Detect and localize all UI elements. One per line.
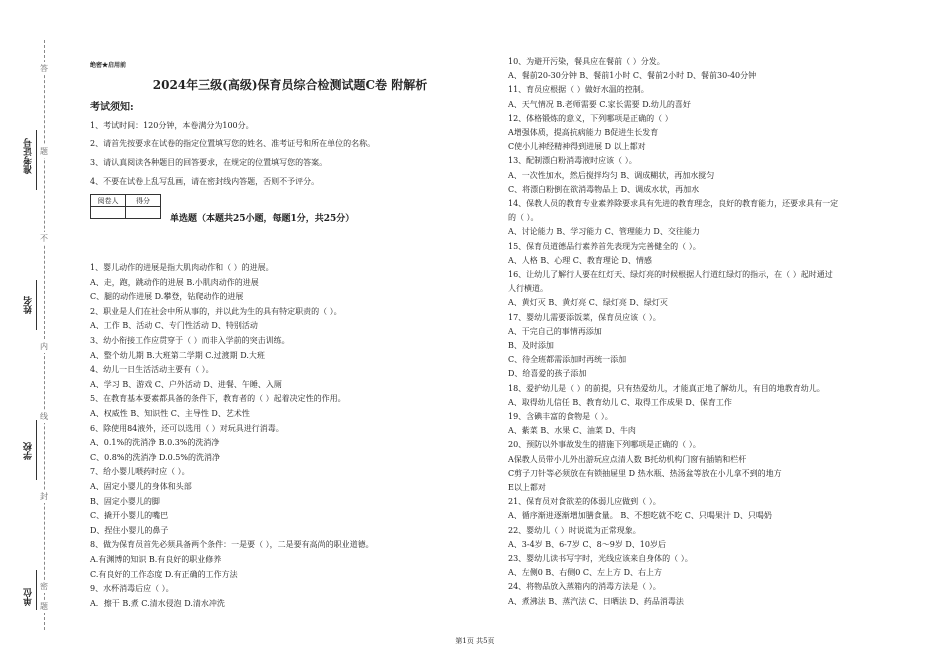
- question-line: A保教人员带小儿外出游玩应点清人数 B托幼机构门窗有插销和栏杆: [508, 454, 747, 464]
- question-line: A、工作 B、活动 C、专门性活动 D、特别活动: [90, 321, 258, 331]
- score-cell: 得分: [126, 195, 161, 207]
- question-line: 1、婴儿动作的进展是指大肌肉动作和（ ）的进展。: [90, 263, 274, 272]
- question-line: C、将漂白粉倒在欲消毒物品上 D、调成水状，再加水: [508, 184, 700, 194]
- question-line: A、整个幼儿期 B.大班第二学期 C.过渡期 D.大班: [90, 350, 265, 360]
- seal-dashed-line: [44, 40, 45, 630]
- question-line: 11、育员应根据（ ）做好水温的控制。: [508, 85, 649, 95]
- question-line: C、0.8%的洗消净 D.0.5%的洗消净: [90, 452, 220, 462]
- binding-margin: [0, 0, 58, 671]
- question-line: A增强体质，提高抗病能力 B促进生长发育: [508, 128, 659, 137]
- question-line: 2、职业是人们在社会中所从事的，并以此为生的具有特定职责的（ ）。: [90, 306, 342, 316]
- grader-cell: 阅卷人: [91, 195, 126, 207]
- question-line: 12、体格锻炼的意义，下列哪项是正确的（ ）: [508, 113, 673, 123]
- question-line: 7、给小婴儿喂药时应（ ）。: [90, 467, 190, 477]
- question-line: 人行横道。: [508, 284, 548, 294]
- question-line: 22、婴幼儿（ ）时说谎为正常现象。: [508, 525, 641, 535]
- seal-char: 封: [40, 492, 48, 501]
- question-line: A、黄灯灭 B、黄灯亮 C、绿灯亮 D、绿灯灭: [508, 298, 668, 308]
- notice-item: 1、考试时间：120分钟，本卷满分为100分。: [90, 121, 254, 130]
- question-line: A、讨论能力 B、学习能力 C、管理能力 D、交往能力: [508, 227, 700, 237]
- question-line: A、取得幼儿信任 B、教育幼儿 C、取得工作成果 D、保育工作: [508, 397, 732, 407]
- school-label: 学校: [24, 442, 34, 460]
- question-line: 13、配制漂白粉消毒液时应该（ ）。: [508, 156, 637, 166]
- question-line: 24、将物品放入蒸箱内的消毒方法是（ ）。: [508, 582, 661, 592]
- question-line: A、循序渐进逐渐增加膳食量。 B、不想吃就不吃 C、只喝果汁 D、只喝奶: [508, 511, 772, 521]
- question-line: A、干完自己的事情再添加: [508, 326, 602, 336]
- score-box: [90, 194, 161, 219]
- seal-char: 题: [40, 147, 48, 156]
- question-line: 19、含碘丰富的食物是（ ）。: [508, 412, 613, 421]
- question-line: C、待全班都需添加时再统一添加: [508, 355, 627, 365]
- name-line: [36, 280, 38, 330]
- question-line: A、3-4岁 B、6-7岁 C、8～9岁 D、10岁后: [508, 539, 666, 549]
- question-line: A、0.1%的洗消净 B.0.3%的洗消净: [90, 438, 220, 448]
- question-line: A、一次性加水，然后搅拌均匀 B、调成糊状，再加水搅匀: [508, 170, 715, 180]
- seal-char: 不: [40, 234, 48, 243]
- exam-id-line: [36, 130, 38, 190]
- seal-char: 密: [40, 582, 48, 591]
- question-line: 15、保育员道德品行素养首先表现为完善健全的（ ）。: [508, 241, 701, 251]
- question-line: A、权威性 B、知识性 C、主导性 D、艺术性: [90, 409, 250, 418]
- question-line: B、及时添加: [508, 341, 554, 350]
- section-heading: 单选题（本题共25小题，每题1分，共25分）: [170, 214, 355, 224]
- question-line: 20、预防以外事故发生的措施下列哪项是正确的（ ）。: [508, 440, 701, 450]
- secret-mark: 绝密★启用前: [90, 62, 127, 69]
- question-line: 14、保教人员的教育专业素养除要求具有先进的教育理念，良好的教育能力，还要求具有一定: [508, 199, 839, 208]
- question-line: 5、在教育基本要素都具备的条件下，教育者的（ ）起着决定性的作用。: [90, 394, 346, 404]
- question-line: 8、做为保育员首先必须具备两个条件：一是要（ ），二是要有高尚的职业道德。: [90, 540, 374, 550]
- question-line: 6、除使用84液外，还可以选用（ ）对玩具进行消毒。: [90, 423, 284, 433]
- seal-char: 题: [40, 602, 48, 611]
- question-line: C、撬开小婴儿的嘴巴: [90, 511, 169, 521]
- question-line: A、餐前20-30分钟 B、餐前1小时 C、餐前2小时 D、餐前30-40分钟: [508, 71, 757, 81]
- question-line: C使小儿神经精神得到进展 D 以上都对: [508, 142, 646, 152]
- notice-item: 4、不要在试卷上乱写乱画，请在密封线内答题，否则不予评分。: [90, 177, 320, 186]
- question-line: 16、让幼儿了解行人要在红灯天、绿灯亮的时候根据人行道红绿灯的指示，在（ ）起时通过: [508, 270, 833, 279]
- question-line: A.有渊博的知识 B.有良好的职业修养: [90, 555, 222, 564]
- question-line: 9、水杯消毒后应（ ）。: [90, 584, 174, 594]
- question-line: 的（ ）。: [508, 213, 539, 223]
- question-line: E以上都对: [508, 483, 546, 492]
- score-blank[interactable]: [126, 207, 161, 219]
- page-title: 2024年三级(高级)保育员综合检测试题C卷 附解析: [152, 78, 428, 92]
- question-line: 3、幼小衔接工作应贯穿于（ ）而非入学前的突击训练。: [90, 336, 290, 345]
- question-line: 18、爱护幼儿是（ ）的前提，只有热爱幼儿，才能真正地了解幼儿，有目的地教育幼儿。: [508, 383, 825, 393]
- question-line: 21、保育员对食欲差的体弱儿应做到（ ）。: [508, 497, 661, 507]
- question-line: A、学习 B、游戏 C、户外活动 D、进餐、午睡、入厕: [90, 379, 282, 389]
- question-line: A、紫菜 B、水果 C、油菜 D、牛肉: [508, 426, 636, 436]
- question-line: B、固定小婴儿的脚: [90, 496, 160, 506]
- exam-id-label: 准考证号: [24, 138, 34, 174]
- question-line: A、左侧0 B、右侧0 C、左上方 D、右上方: [508, 568, 662, 578]
- question-line: 23、婴幼儿读书写字时，光线应该来自身体的（ ）。: [508, 554, 693, 563]
- unit-line: [36, 570, 38, 610]
- notice-item: 2、请首先按要求在试卷的指定位置填写您的姓名、准考证号和所在单位的名称。: [90, 139, 376, 148]
- question-line: C剪子刀针等必须放在有锁抽屉里 D 热水瓶、热汤盆等放在小儿拿不到的地方: [508, 468, 782, 478]
- question-line: C.有良好的工作态度 D.有正确的工作方法: [90, 569, 238, 579]
- question-line: A、走，跑，跳动作的进展 B.小肌肉动作的进展: [90, 277, 259, 287]
- seal-char: 答: [40, 64, 48, 73]
- question-line: 17、婴幼儿需要添饭菜，保育员应该（ ）。: [508, 312, 661, 322]
- grader-blank[interactable]: [91, 207, 126, 219]
- school-line: [36, 420, 38, 480]
- question-line: A、煮沸法 B、蒸汽法 C、日晒法 D、药品消毒法: [508, 596, 684, 606]
- unit-label: 单位: [24, 588, 34, 606]
- question-line: 4、幼儿一日生活活动主要有（ ）。: [90, 365, 214, 375]
- page-footer: 第1页 共5页: [455, 637, 495, 645]
- notice-item: 3、请认真阅读各种题目的回答要求，在规定的位置填写您的答案。: [90, 158, 328, 167]
- question-line: D、给喜爱的孩子添加: [508, 369, 587, 379]
- question-line: A、天气情况 B.老师需要 C.家长需要 D.幼儿的喜好: [508, 99, 691, 109]
- question-line: C、腿的动作进展 D.攀登，钻爬动作的进展: [90, 292, 244, 302]
- question-line: A、人格 B、心理 C、教育理论 D、情感: [508, 255, 652, 265]
- notice-heading: 考试须知:: [90, 102, 134, 113]
- question-line: D、捏住小婴儿的鼻子: [90, 525, 169, 535]
- seal-char: 线: [40, 412, 48, 421]
- question-line: A．擦干 B.煮 C.清水侵泡 D.清水冲洗: [90, 598, 225, 608]
- question-line: A、固定小婴儿的身体和头部: [90, 482, 192, 491]
- name-label: 姓名: [24, 296, 34, 314]
- seal-char: 内: [40, 342, 48, 351]
- question-line: 10、为避开污染，餐具应在餐前（ ）分发。: [508, 57, 665, 66]
